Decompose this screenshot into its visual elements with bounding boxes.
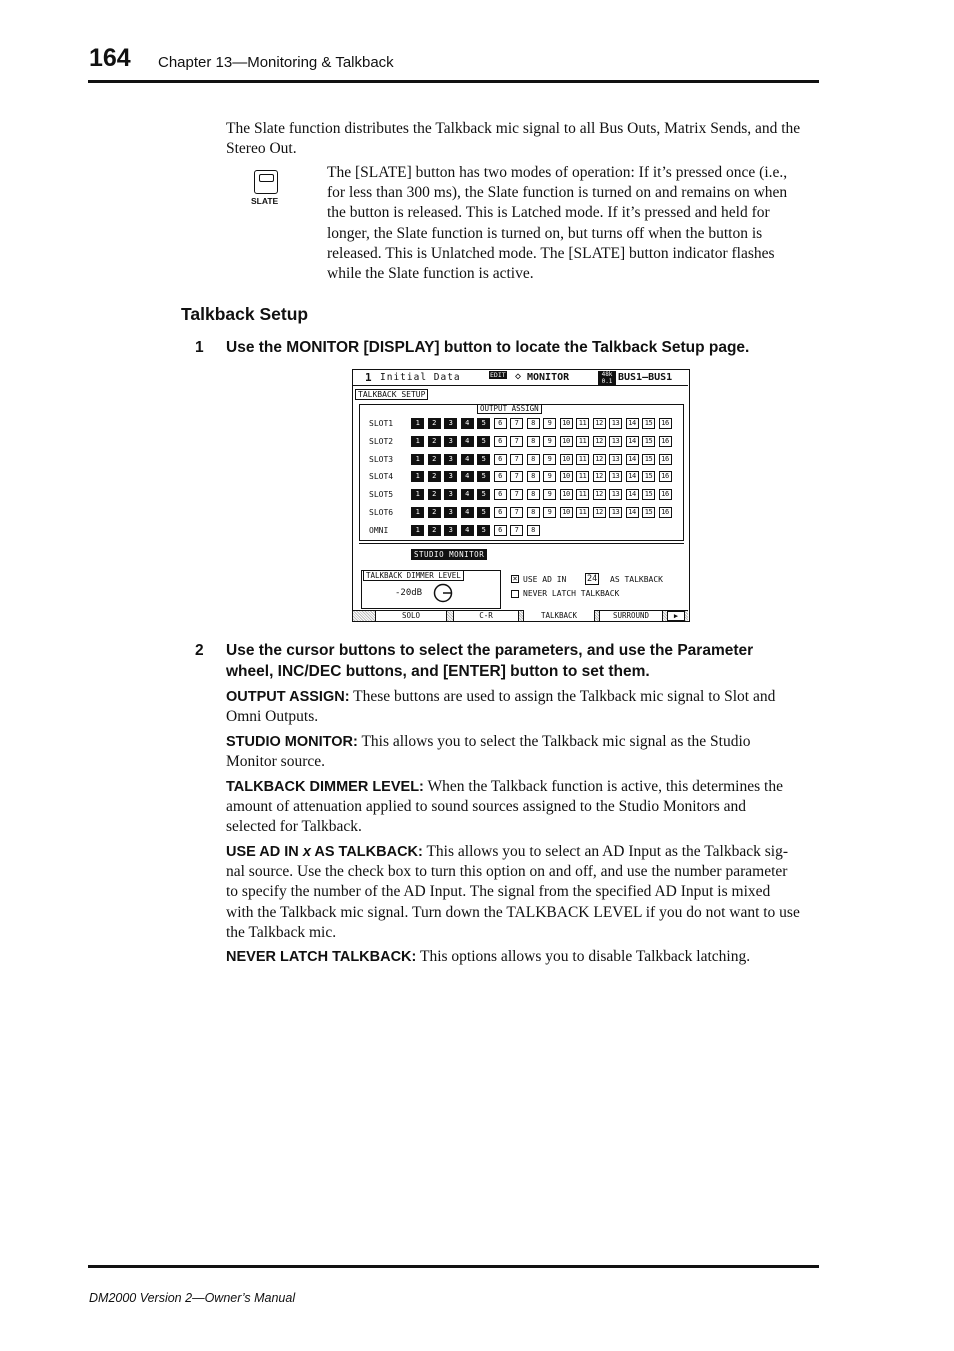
next-page-arrow-icon[interactable]: ▶	[667, 611, 685, 621]
intro-paragraph	[226, 119, 800, 159]
output-assign-button[interactable]: 4	[461, 507, 474, 518]
output-assign-button[interactable]: 10	[560, 507, 573, 518]
dimmer-value: -20dB	[395, 588, 423, 598]
output-assign-button[interactable]: 12	[593, 507, 606, 518]
diamond-icon: ◇	[515, 371, 522, 382]
output-assign-button[interactable]: 13	[609, 471, 622, 482]
slot-row-label: SLOT5	[369, 490, 394, 500]
output-assign-button[interactable]: 2	[428, 489, 441, 500]
output-assign-button[interactable]: 11	[576, 418, 589, 429]
header-rule	[88, 80, 819, 83]
output-assign-button[interactable]: 14	[626, 471, 639, 482]
param-line: Monitor source.	[226, 753, 326, 771]
output-assign-button[interactable]: 13	[609, 436, 622, 447]
output-assign-button[interactable]: 1	[411, 525, 424, 536]
slate-line: for less than 300 ms), the Slate function is turned on and remains on when	[327, 184, 788, 202]
param-never-latch	[226, 947, 821, 967]
output-assign-button[interactable]: 14	[626, 454, 639, 465]
output-assign-button[interactable]: 13	[609, 507, 622, 518]
output-assign-button[interactable]: 5	[477, 507, 490, 518]
param-term: NEVER LATCH TALKBACK:	[226, 949, 417, 965]
output-assign-button[interactable]: 3	[444, 507, 457, 518]
output-assign-button[interactable]: 8	[527, 418, 540, 429]
output-assign-button[interactable]: 15	[642, 454, 655, 465]
output-assign-button[interactable]: 6	[494, 436, 507, 447]
param-studio-monitor	[226, 732, 821, 772]
output-assign-button[interactable]: 15	[642, 489, 655, 500]
output-assign-button[interactable]: 9	[543, 507, 556, 518]
output-assign-button[interactable]: 1	[411, 454, 424, 465]
output-assign-button[interactable]: 6	[494, 418, 507, 429]
module-name: MONITOR	[527, 372, 570, 383]
footer-rule	[88, 1265, 819, 1268]
output-assign-button[interactable]: 15	[642, 418, 655, 429]
output-assign-button[interactable]: 5	[477, 418, 490, 429]
output-assign-button[interactable]: 4	[461, 454, 474, 465]
output-assign-button[interactable]: 4	[461, 525, 474, 536]
output-assign-button[interactable]: 9	[543, 471, 556, 482]
output-assign-button[interactable]: 8	[527, 507, 540, 518]
output-assign-button[interactable]: 14	[626, 507, 639, 518]
slot-row-label: SLOT1	[369, 419, 394, 428]
output-assign-button[interactable]: 11	[576, 507, 589, 518]
studio-monitor-button[interactable]: STUDIO MONITOR	[411, 549, 487, 560]
output-assign-button[interactable]: 8	[527, 489, 540, 500]
output-assign-button[interactable]: 2	[428, 507, 441, 518]
edit-badge: EDIT	[490, 371, 506, 379]
dimmer-knob-icon[interactable]	[433, 583, 453, 603]
param-output-assign	[226, 687, 821, 727]
output-assign-button[interactable]: 2	[428, 436, 441, 447]
output-assign-button[interactable]: 11	[576, 489, 589, 500]
output-assign-button[interactable]: 10	[560, 471, 573, 482]
never-latch-label: NEVER LATCH TALKBACK	[523, 589, 620, 598]
tab-surround[interactable]: SURROUND	[599, 611, 663, 621]
slot-row-label: SLOT4	[369, 472, 394, 482]
output-assign-button[interactable]: 15	[642, 507, 655, 518]
lcd-title-bar	[353, 370, 688, 386]
output-assign-button[interactable]: 3	[444, 454, 457, 465]
output-assign-button[interactable]: 1	[411, 507, 424, 518]
use-ad-checkbox[interactable]	[511, 575, 519, 583]
tab-solo[interactable]: SOLO	[375, 611, 447, 621]
output-assign-button[interactable]: 7	[510, 489, 523, 500]
output-assign-button[interactable]: 4	[461, 418, 474, 429]
output-assign-button[interactable]: 4	[461, 436, 474, 447]
use-ad-prefix: USE AD IN	[523, 575, 567, 584]
output-assign-button[interactable]: 5	[477, 525, 490, 536]
slot-row-label: OMNI	[369, 525, 389, 535]
output-assign-button[interactable]: 7	[510, 418, 523, 429]
output-assign-button[interactable]: 16	[659, 507, 672, 518]
param-line: the Talkback mic.	[226, 923, 337, 941]
param-line: amount of attenuation applied to sound sources assigned to the Studio Monitors and	[226, 798, 747, 816]
output-assign-button[interactable]: 9	[543, 418, 556, 429]
output-assign-button[interactable]: 9	[543, 436, 556, 447]
slot-row-label: SLOT2	[369, 436, 394, 446]
output-assign-button[interactable]: 8	[527, 525, 540, 536]
step-line: wheel, INC/DEC buttons, and [ENTER] button to set them.	[226, 662, 650, 680]
output-assign-button[interactable]: 5	[477, 489, 490, 500]
output-assign-button[interactable]: 7	[510, 454, 523, 465]
param-line: selected for Talkback.	[226, 818, 362, 836]
slate-line: longer, the Slate function is turned on, but turns off when the button is	[327, 224, 763, 242]
output-assign-button[interactable]: 1	[411, 471, 424, 482]
slate-line: The [SLATE] button has two modes of operation: If it’s pressed once (i.e.,	[327, 164, 788, 181]
intro-line: Stereo Out.	[226, 140, 297, 158]
output-assign-button[interactable]: 5	[477, 436, 490, 447]
output-assign-button[interactable]: 13	[609, 418, 622, 429]
bus-pair: BUS1–BUS1	[618, 372, 673, 383]
output-assign-button[interactable]: 12	[593, 418, 606, 429]
output-assign-button[interactable]: 8	[527, 436, 540, 447]
output-assign-button[interactable]: 5	[477, 471, 490, 482]
output-assign-button[interactable]: 10	[560, 489, 573, 500]
output-assign-button[interactable]: 10	[560, 454, 573, 465]
output-assign-button[interactable]: 8	[527, 454, 540, 465]
param-term: STUDIO MONITOR:	[226, 734, 358, 750]
step-text: Use the MONITOR [DISPLAY] button to locate the Talkback Setup page.	[226, 339, 750, 356]
chapter-title: Chapter 13—Monitoring & Talkback	[158, 54, 394, 71]
rate-bottom: 0.1	[601, 378, 613, 385]
param-use-ad	[226, 842, 821, 943]
output-assign-button[interactable]: 3	[444, 418, 457, 429]
param-line: This options allows you to disable Talkback latching.	[419, 948, 751, 965]
output-assign-button[interactable]: 8	[527, 471, 540, 482]
output-assign-button[interactable]: 5	[477, 454, 490, 465]
step-text	[226, 641, 753, 682]
output-assign-button[interactable]: 3	[444, 525, 457, 536]
tab-c-r[interactable]: C-R	[453, 611, 519, 621]
footer-text: DM2000 Version 2—Owner’s Manual	[89, 1291, 296, 1305]
output-assign-button[interactable]: 16	[659, 418, 672, 429]
output-assign-button[interactable]: 9	[543, 454, 556, 465]
output-assign-button[interactable]: 15	[642, 471, 655, 482]
output-assign-button[interactable]: 7	[510, 525, 523, 536]
output-assign-button[interactable]: 6	[494, 507, 507, 518]
scene-name: Initial Data	[380, 372, 461, 383]
step-number: 1	[195, 339, 204, 356]
output-assign-button[interactable]: 14	[626, 418, 639, 429]
output-assign-button[interactable]: 10	[560, 436, 573, 447]
sample-rate-badge	[598, 371, 616, 385]
output-assign-button[interactable]: 15	[642, 436, 655, 447]
output-assign-button[interactable]: 1	[411, 436, 424, 447]
output-assign-button[interactable]: 10	[560, 418, 573, 429]
param-line: nal source. Use the check box to turn this option on and off, and use the number parameter	[226, 863, 788, 881]
rate-top: 48k	[601, 371, 613, 378]
param-line: This allows you to select the Talkback mic signal as the Studio	[361, 733, 751, 750]
intro-line: The Slate function distributes the Talkback mic signal to all Bus Outs, Matrix Sends, and the	[226, 120, 801, 137]
output-assign-button[interactable]: 7	[510, 507, 523, 518]
never-latch-checkbox[interactable]	[511, 590, 519, 598]
lcd-screen	[352, 369, 690, 622]
output-assign-button[interactable]: 3	[444, 436, 457, 447]
output-assign-button[interactable]: 7	[510, 436, 523, 447]
tab-bar	[353, 610, 688, 621]
output-assign-button[interactable]: 6	[494, 454, 507, 465]
output-assign-button[interactable]: 13	[609, 454, 622, 465]
param-term: TALKBACK DIMMER LEVEL:	[226, 779, 424, 795]
output-assign-button[interactable]: 12	[593, 454, 606, 465]
param-term: OUTPUT ASSIGN:	[226, 689, 350, 705]
slate-button-icon	[254, 170, 278, 194]
output-assign-button[interactable]: 2	[428, 471, 441, 482]
output-assign-label: OUTPUT ASSIGN	[477, 404, 542, 414]
panel-divider	[359, 543, 684, 544]
param-line: Omni Outputs.	[226, 708, 319, 726]
output-assign-button[interactable]: 2	[428, 418, 441, 429]
output-assign-button[interactable]: 12	[593, 489, 606, 500]
output-assign-button[interactable]: 16	[659, 454, 672, 465]
output-assign-button[interactable]: 16	[659, 489, 672, 500]
output-assign-button[interactable]: 11	[576, 436, 589, 447]
output-assign-button[interactable]: 13	[609, 489, 622, 500]
output-assign-button[interactable]: 9	[543, 489, 556, 500]
page-number: 164	[89, 44, 131, 72]
slate-paragraph	[327, 163, 787, 284]
output-assign-button[interactable]: 4	[461, 489, 474, 500]
slot-row-label: SLOT6	[369, 508, 394, 517]
output-assign-button[interactable]: 1	[411, 489, 424, 500]
output-assign-button[interactable]: 7	[510, 471, 523, 482]
ad-number-field[interactable]: 24	[587, 574, 598, 584]
use-ad-suffix: AS TALKBACK	[610, 575, 663, 584]
tab-talkback[interactable]: TALKBACK	[523, 610, 595, 621]
output-assign-button[interactable]: 11	[576, 471, 589, 482]
output-assign-button[interactable]: 3	[444, 489, 457, 500]
param-dimmer	[226, 777, 821, 838]
output-assign-button[interactable]: 11	[576, 454, 589, 465]
step-line: Use the cursor buttons to select the parameters, and use the Parameter	[226, 642, 754, 659]
param-line: When the Talkback function is active, this determines the	[427, 778, 783, 795]
step-number: 2	[195, 642, 204, 659]
param-line: These buttons are used to assign the Talkback mic signal to Slot and	[353, 688, 776, 705]
output-assign-button[interactable]: 6	[494, 471, 507, 482]
output-assign-button[interactable]: 6	[494, 489, 507, 500]
output-assign-button[interactable]: 2	[428, 525, 441, 536]
output-assign-button[interactable]: 16	[659, 471, 672, 482]
slate-button-label: SLATE	[251, 196, 279, 206]
slate-line: released. This is Unlatched mode. The [SLATE] button indicator flashes	[327, 244, 775, 262]
output-assign-button[interactable]: 6	[494, 525, 507, 536]
slate-line: while the Slate function is active.	[327, 265, 534, 283]
section-heading: Talkback Setup	[181, 304, 309, 324]
output-assign-button[interactable]: 14	[626, 436, 639, 447]
output-assign-button[interactable]: 4	[461, 471, 474, 482]
slate-line: the button is released. This is Latched mode. If it’s pressed and held for	[327, 204, 770, 222]
output-assign-button[interactable]: 14	[626, 489, 639, 500]
param-line: with the Talkback mic signal. Turn down the TALKBACK LEVEL if you do not want to use	[226, 903, 800, 921]
dimmer-label: TALKBACK DIMMER LEVEL	[363, 570, 464, 581]
output-assign-button[interactable]: 12	[593, 471, 606, 482]
slot-row-label: SLOT3	[369, 454, 394, 464]
output-assign-button[interactable]: 3	[444, 471, 457, 482]
output-assign-button[interactable]: 2	[428, 454, 441, 465]
param-line: This allows you to select an AD Input as the Talkback sig-	[426, 843, 788, 860]
output-assign-button[interactable]: 16	[659, 436, 672, 447]
check-mark-icon: ×	[512, 574, 518, 583]
output-assign-button[interactable]: 12	[593, 436, 606, 447]
param-term: USE AD IN x AS TALKBACK:	[226, 844, 423, 860]
page-tag: TALKBACK SETUP	[355, 389, 428, 400]
scene-number: 1	[365, 371, 372, 384]
output-assign-button[interactable]: 1	[411, 418, 424, 429]
param-line: to specify the number of the AD Input. The signal from the specified AD Input is mixed	[226, 883, 771, 901]
